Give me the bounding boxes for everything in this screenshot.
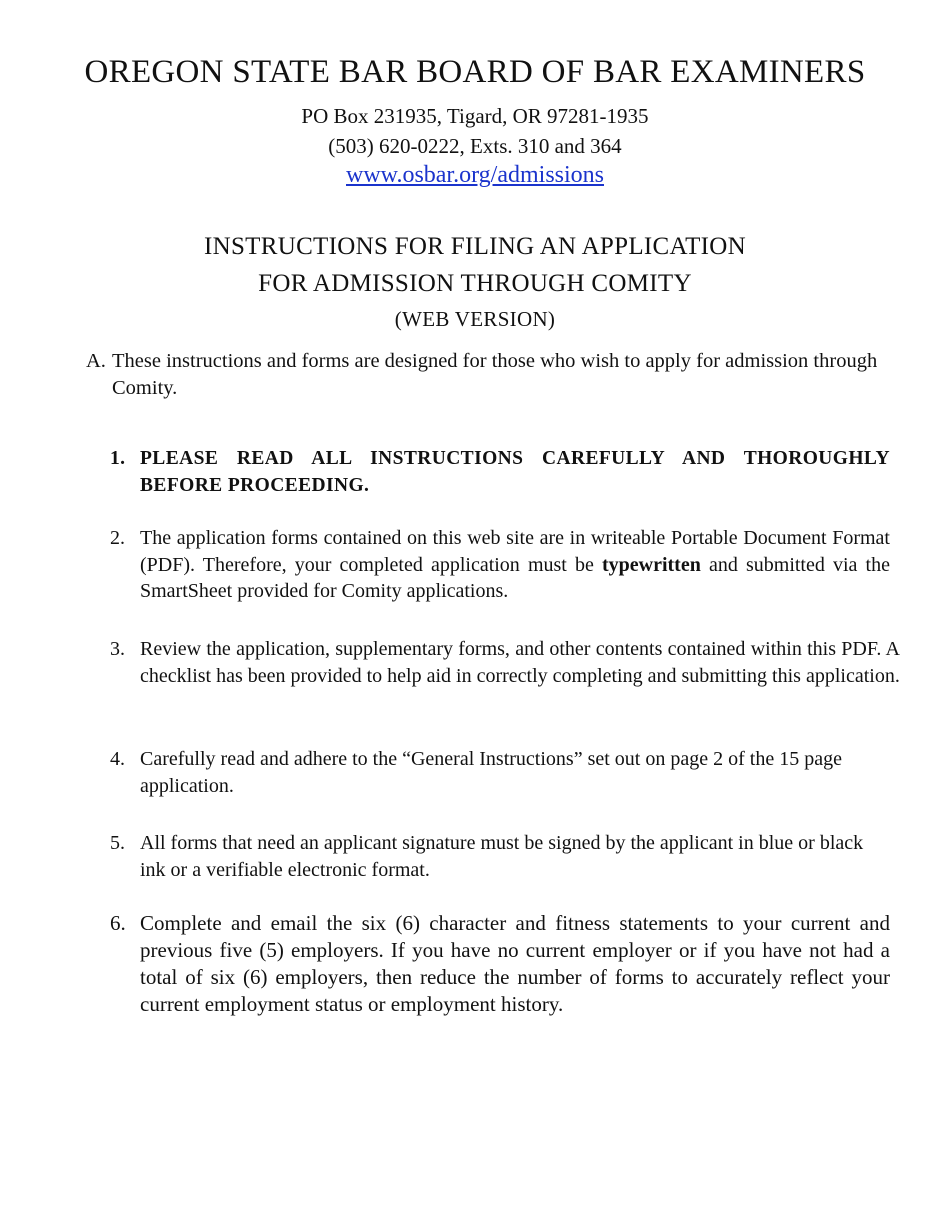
- item-text: Complete and email the six (6) character and fitness statements to your current and previous five (5) employers. If you have no current employer or if you have not had a total of six (6) employers, then reduce the number of forms to accurately reflect your current employment status or employment history.: [140, 911, 890, 1016]
- item-text: [140, 525, 890, 605]
- item-text-emphasis: typewritten: [601, 553, 701, 576]
- section-a: [86, 348, 901, 402]
- item-text-part: and submitted via the SmartSheet provided for Comity applications.: [140, 553, 890, 602]
- item-text: Review the application, supplementary forms, and other contents contained within this PDF. A checklist has been provided to help aid in correctly completing and submitting this application.: [140, 638, 900, 687]
- instruction-item-4: [110, 746, 890, 799]
- item-number: 4.: [110, 748, 125, 770]
- item-text-part: The application forms contained on this web site are in writeable Portable Document Format (PDF). Therefore, your completed application must be: [140, 527, 890, 576]
- item-number: 6.: [110, 911, 126, 935]
- item-text: PLEASE READ ALL INSTRUCTIONS CAREFULLY AND THOROUGHLY BEFORE PROCEEDING.: [140, 448, 890, 496]
- instruction-item-3: [110, 636, 900, 689]
- org-title: OREGON STATE BAR BOARD OF BAR EXAMINERS: [84, 54, 866, 90]
- instruction-item-2: [110, 525, 890, 605]
- item-number: 5.: [110, 832, 125, 854]
- website-link[interactable]: www.osbar.org/admissions: [346, 162, 604, 188]
- item-number: 1.: [110, 448, 126, 469]
- section-a-label: A.: [86, 350, 106, 372]
- section-a-text: These instructions and forms are designed for those who wish to apply for admission through Comity.: [112, 350, 878, 399]
- item-number: 2.: [110, 527, 125, 549]
- instruction-item-1: [110, 446, 890, 499]
- instruction-item-5: [110, 830, 890, 883]
- phone-line: (503) 620-0222, Exts. 310 and 364: [328, 134, 622, 158]
- doc-title-line2: FOR ADMISSION THROUGH COMITY: [258, 270, 692, 297]
- doc-title-line1: INSTRUCTIONS FOR FILING AN APPLICATION: [203, 233, 746, 260]
- website-line: [0, 162, 950, 189]
- address-line: PO Box 231935, Tigard, OR 97281-1935: [301, 104, 649, 128]
- doc-title-version: (WEB VERSION): [394, 307, 556, 331]
- instruction-item-6: [110, 910, 890, 1018]
- item-number: 3.: [110, 638, 125, 660]
- item-text: Carefully read and adhere to the “General Instructions” set out on page 2 of the 15 page application.: [140, 748, 842, 797]
- item-text: All forms that need an applicant signature must be signed by the applicant in blue or black ink or a verifiable electronic format.: [140, 832, 864, 881]
